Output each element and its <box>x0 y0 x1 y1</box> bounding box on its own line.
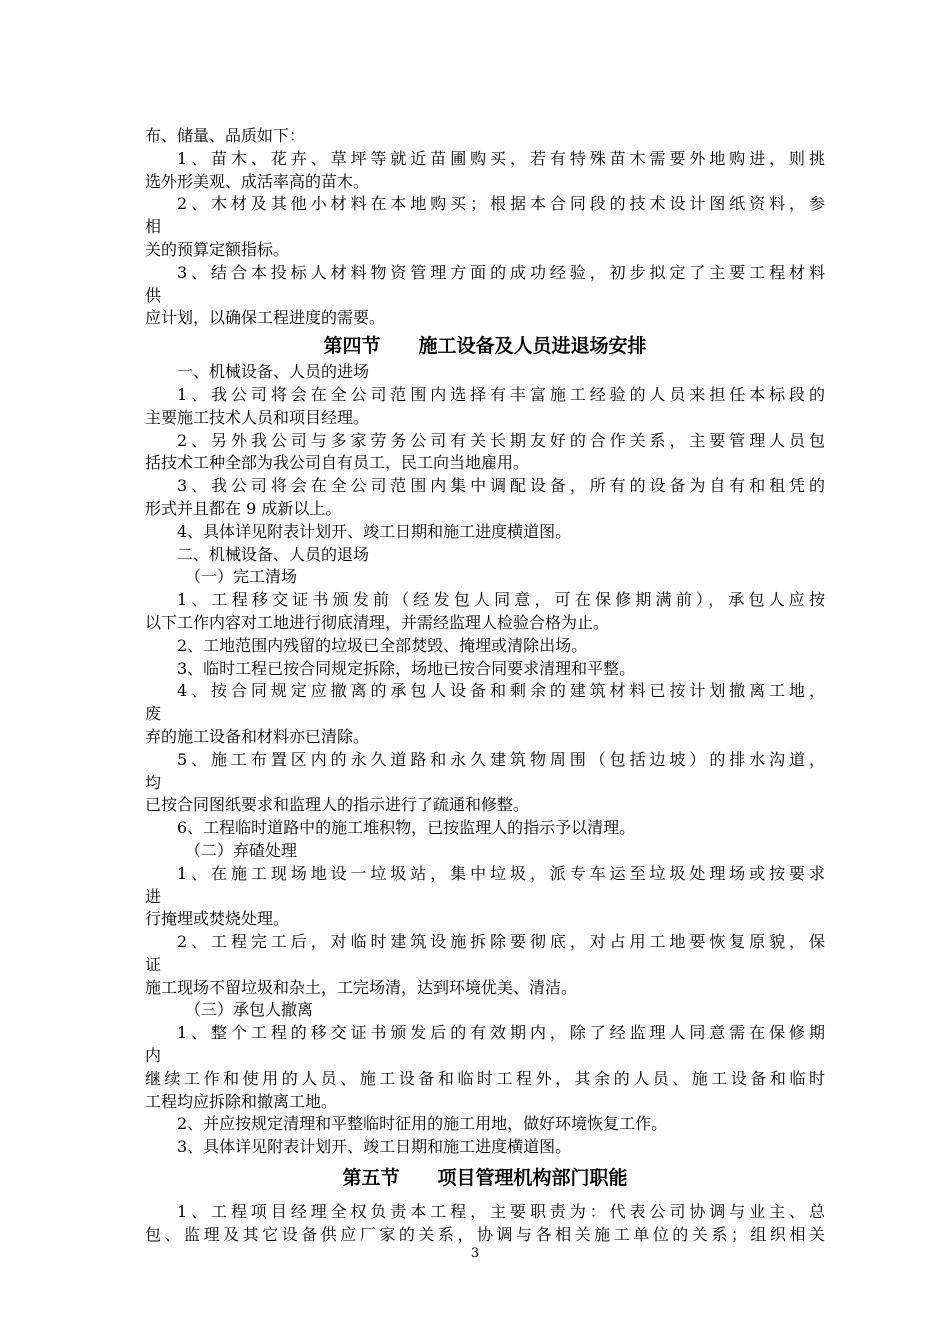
text-line: 供 <box>145 285 162 305</box>
text-line: 进 <box>145 886 162 906</box>
text-line: 一、机械设备、人员的进场 <box>177 362 370 382</box>
text-line: 相 <box>145 217 162 237</box>
text-line: 关的预算定额指标。 <box>145 239 290 259</box>
text-line: 弃的施工设备和材料亦已清除。 <box>145 726 370 746</box>
text-line: 证 <box>145 954 162 974</box>
section-heading-5: 第五节 项目管理机构部门职能 <box>342 1167 628 1190</box>
paragraph-block-management <box>145 1201 825 1247</box>
text-line: 1、工程移交证书颁发前（经发包人同意，可在保修期满前），承包人应按 <box>177 590 825 610</box>
text-line: 2、另外我公司与多家劳务公司有关长期友好的合作关系，主要管理人员包 <box>177 430 825 450</box>
text-line: 3、具体详见附表计划开、竣工日期和施工进度横道图。 <box>177 1137 572 1157</box>
text-line: 1、我公司将会在全公司范围内选择有丰富施工经验的人员来担任本标段的 <box>177 384 825 404</box>
text-line: 1、苗木、花卉、草坪等就近苗圃购买，若有特殊苗木需要外地购进，则挑 <box>177 148 825 168</box>
text-line: 5、施工布置区内的永久道路和永久建筑物周围（包括边坡）的排水沟道， <box>177 749 825 769</box>
text-line: 2、并应按规定清理和平整临时征用的施工用地，做好环境恢复工作。 <box>177 1114 668 1134</box>
text-line: 1、工程项目经理全权负责本工程，主要职责为：代表公司协调与业主、总 <box>177 1202 825 1222</box>
text-line: 工程均应拆除和撤离工地。 <box>145 1091 338 1111</box>
text-line: 4、具体详见附表计划开、竣工日期和施工进度横道图。 <box>177 521 572 541</box>
paragraph-block-equipment <box>145 361 825 1159</box>
text-line: 1、整个工程的移交证书颁发后的有效期内，除了经监理人同意需在保修期 <box>177 1023 825 1043</box>
text-line: 施工现场不留垃圾和杂土，工完场清，达到环境优美、清洁。 <box>145 977 578 997</box>
text-line: 已按合同图纸要求和监理人的指示进行了疏通和修整。 <box>145 795 530 815</box>
text-line: 3、我公司将会在全公司范围内集中调配设备，所有的设备为自有和租凭的 <box>177 476 825 496</box>
text-line: 应计划，以确保工程进度的需要。 <box>145 308 386 328</box>
text-line: 主要施工技术人员和项目经理。 <box>145 407 370 427</box>
text-line: （二）弃碴处理 <box>185 840 298 860</box>
text-line: 继续工作和使用的人员、施工设备和临时工程外，其余的人员、施工设备和临时 <box>145 1068 825 1088</box>
text-line: 内 <box>145 1046 162 1066</box>
text-line: 4、按合同规定应撤离的承包人设备和剩余的建筑材料已按计划撤离工地， <box>177 681 825 701</box>
text-line: 2、木材及其他小材料在本地购买；根据本合同段的技术设计图纸资料，参 <box>177 194 825 214</box>
text-line: 3、结合本投标人材料物资管理方面的成功经验，初步拟定了主要工程材料 <box>177 262 825 282</box>
text-line: （三）承包人撤离 <box>185 1000 314 1020</box>
text-line: 二、机械设备、人员的退场 <box>177 544 370 564</box>
text-line: 3、临时工程已按合同规定拆除，场地已按合同要求清理和平整。 <box>177 658 636 678</box>
text-line: 以下工作内容对工地进行彻底清理，并需经监理人检验合格为止。 <box>145 612 610 632</box>
text-line: 选外形美观、成活率高的苗木。 <box>145 171 370 191</box>
text-line: （一）完工清场 <box>185 567 298 587</box>
text-line: 布、储量、品质如下： <box>145 126 306 145</box>
text-line: 2、工地范围内残留的垃圾已全部焚毁、掩埋或清除出场。 <box>177 635 588 655</box>
text-line: 2、工程完工后，对临时建筑设施拆除要彻底，对占用工地要恢复原貌，保 <box>177 932 825 952</box>
text-line: 6、工程临时道路中的施工堆积物，已按监理人的指示予以清理。 <box>177 818 636 838</box>
text-line: 均 <box>145 772 162 792</box>
page-content <box>145 125 825 1247</box>
text-line: 括技术工种全部为我公司自有员工，民工向当地雇用。 <box>145 453 530 473</box>
text-line: 包、监理及其它设备供应厂家的关系，协调与各相关施工单位的关系；组织相关 <box>145 1224 825 1244</box>
text-line: 1、在施工现场地设一垃圾站，集中垃圾，派专车运至垃圾处理场或按要求 <box>177 863 825 883</box>
section-heading-4: 第四节 施工设备及人员进退场安排 <box>323 335 647 358</box>
page-number: 3 <box>470 1246 480 1261</box>
text-line: 行掩埋或焚烧处理。 <box>145 909 290 929</box>
paragraph-block-materials <box>145 125 825 330</box>
text-line: 形式并且都在 9 成新以上。 <box>145 498 342 518</box>
text-line: 废 <box>145 704 162 724</box>
